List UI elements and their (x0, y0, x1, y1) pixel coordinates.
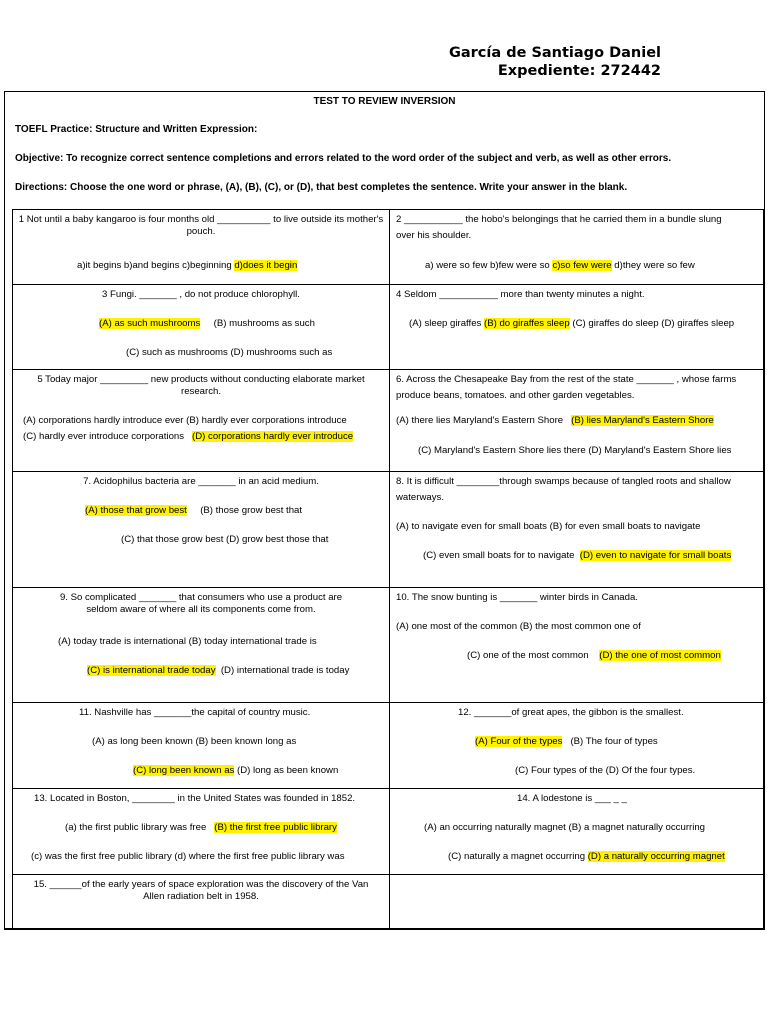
question-11 (13, 703, 390, 789)
q5-option-c: (C) hardly ever introduce corporations (23, 431, 185, 442)
q14-option-c: (C) naturally a magnet occurring (448, 851, 586, 862)
q8-option-c: (C) even small boats for to navigate (423, 550, 575, 561)
q9-answer: (C) is international trade today (87, 665, 216, 676)
question-6 (390, 370, 764, 472)
q15-stem: 15. ______of the early years of space exploration was the discovery of the Van Allen radiation belt in 1958. (33, 879, 369, 902)
q7-stem: 7. Acidophilus bacteria are _______ in an acid medium. (83, 476, 319, 487)
q4-options-cd: (C) giraffes do sleep (D) giraffes sleep (572, 318, 735, 329)
question-3 (13, 285, 390, 370)
q6-stem-cont: produce beans, tomatoes. and other garden vegetables. (396, 390, 635, 401)
q10-stem: 10. The snow bunting is _______ winter birds in Canada. (396, 592, 638, 603)
q12-stem: 12. _______of great apes, the gibbon is the smallest. (458, 707, 684, 718)
q13-answer: (B) the first free public library (214, 822, 337, 833)
question-12 (390, 703, 764, 789)
q9-stem: 9. So complicated _______ that consumers who use a product are seldom aware of where all its components come from. (59, 592, 343, 615)
q7-answer: (A) those that grow best (85, 505, 187, 516)
test-directions: Directions: Choose the one word or phrase, (A), (B), (C), or (D), that best completes the sentence. Write your answer in the blank. (15, 182, 628, 193)
q3-option-b: (B) mushrooms as such (213, 318, 315, 329)
question-10 (390, 588, 764, 703)
q7-option-b: (B) those grow best that (200, 505, 303, 516)
test-subtitle: TOEFL Practice: Structure and Written Expression: (15, 124, 258, 135)
q13-stem: 13. Located in Boston, ________ in the United States was founded in 1852. (34, 793, 356, 804)
q11-stem: 11. Nashville has _______the capital of country music. (79, 707, 311, 718)
q3-answer: (A) as such mushrooms (99, 318, 201, 329)
test-frame (4, 91, 765, 930)
question-8 (390, 472, 764, 588)
q5-answer: (D) corporations hardly ever introduce (192, 431, 354, 442)
q8-answer: (D) even to navigate for small boats (579, 550, 732, 561)
student-expediente: Expediente: 272442 (497, 63, 661, 79)
question-14 (390, 789, 764, 875)
q2-options: a) were so few b)few were so (425, 260, 550, 271)
q4-stem: 4 Seldom ___________ more than twenty minutes a night. (396, 289, 645, 300)
q5-stem: 5 Today major _________ new products without conducting elaborate market research. (37, 374, 365, 397)
q6-options-cd: (C) Maryland's Eastern Shore lies there (D) Maryland's Eastern Shore lies (418, 445, 732, 456)
question-5 (13, 370, 390, 472)
q1-options: a)it begins b)and begins c)beginning (77, 260, 232, 271)
q5-options-ab: (A) corporations hardly introduce ever (B) hardly ever corporations introduce (23, 415, 347, 426)
student-header (449, 44, 661, 80)
q8-options-ab: (A) to navigate even for small boats (B) for even small boats to navigate (396, 521, 701, 532)
question-13 (13, 789, 390, 875)
q8-stem: 8. It is difficult ________through swamps because of tangled roots and shallow (396, 476, 731, 487)
q6-answer: (B) lies Maryland's Eastern Shore (571, 415, 714, 426)
q7-options-cd: (C) that those grow best (D) grow best those that (121, 534, 329, 545)
empty-cell (390, 875, 764, 930)
test-title: TEST TO REVIEW INVERSION (313, 96, 456, 107)
q3-stem: 3 Fungi. _______ , do not produce chlorophyll. (102, 289, 300, 300)
q6-option-a: (A) there lies Maryland's Eastern Shore (396, 415, 564, 426)
q14-answer: (D) a naturally occurring magnet (587, 851, 725, 862)
q12-answer: (A) Four of the types (475, 736, 563, 747)
q10-option-c: (C) one of the most common (467, 650, 589, 661)
q11-answer: (C) long been known as (133, 765, 235, 776)
q12-options-cd: (C) Four types of the (D) Of the four types. (515, 765, 696, 776)
question-15 (13, 875, 390, 930)
q2-stem: 2 ___________ the hobo's belongings that he carried them in a bundle slung (396, 214, 722, 225)
q1-answer: d)does it begin (234, 260, 298, 271)
q4-option-a: (A) sleep giraffes (409, 318, 482, 329)
q10-options-ab: (A) one most of the common (B) the most common one of (396, 621, 641, 632)
question-9 (13, 588, 390, 703)
q2-answer: c)so few were (552, 260, 612, 271)
q8-stem-cont: waterways. (396, 492, 444, 503)
q9-option-d: (D) international trade is today (220, 665, 350, 676)
q10-answer: (D) the one of most common (599, 650, 721, 661)
q11-options-ab: (A) as long been known (B) been known long as (92, 736, 297, 747)
q6-stem: 6. Across the Chesapeake Bay from the rest of the state _______ , whose farms (396, 374, 737, 385)
q2-option-d: d)they were so few (614, 260, 695, 271)
q3-options-cd: (C) such as mushrooms (D) mushrooms such as (126, 347, 333, 358)
q1-stem: 1 Not until a baby kangaroo is four months old __________ to live outside its mother's pouch. (18, 214, 384, 237)
q14-stem: 14. A lodestone is ___ _ _ (517, 793, 627, 804)
q13-options-cd: (c) was the first free public library (d) where the first free public library was (31, 851, 345, 862)
q11-option-d: (D) long as been known (237, 765, 339, 776)
q14-options-ab: (A) an occurring naturally magnet (B) a magnet naturally occurring (424, 822, 706, 833)
question-7 (13, 472, 390, 588)
q12-option-b: (B) The four of types (570, 736, 658, 747)
student-name: García de Santiago Daniel (448, 45, 661, 61)
question-2 (390, 210, 764, 285)
test-objective: Objective: To recognize correct sentence completions and errors related to the word order of the subject and verb, as well as other errors. (15, 153, 672, 164)
q4-answer: (B) do giraffes sleep (484, 318, 570, 329)
questions-table (12, 209, 764, 930)
q9-options-ab: (A) today trade is international (B) today international trade is (58, 636, 317, 647)
q13-option-a: (a) the first public library was free (65, 822, 207, 833)
question-4 (390, 285, 764, 370)
q2-stem-cont: over his shoulder. (396, 230, 472, 241)
question-1 (13, 210, 390, 285)
